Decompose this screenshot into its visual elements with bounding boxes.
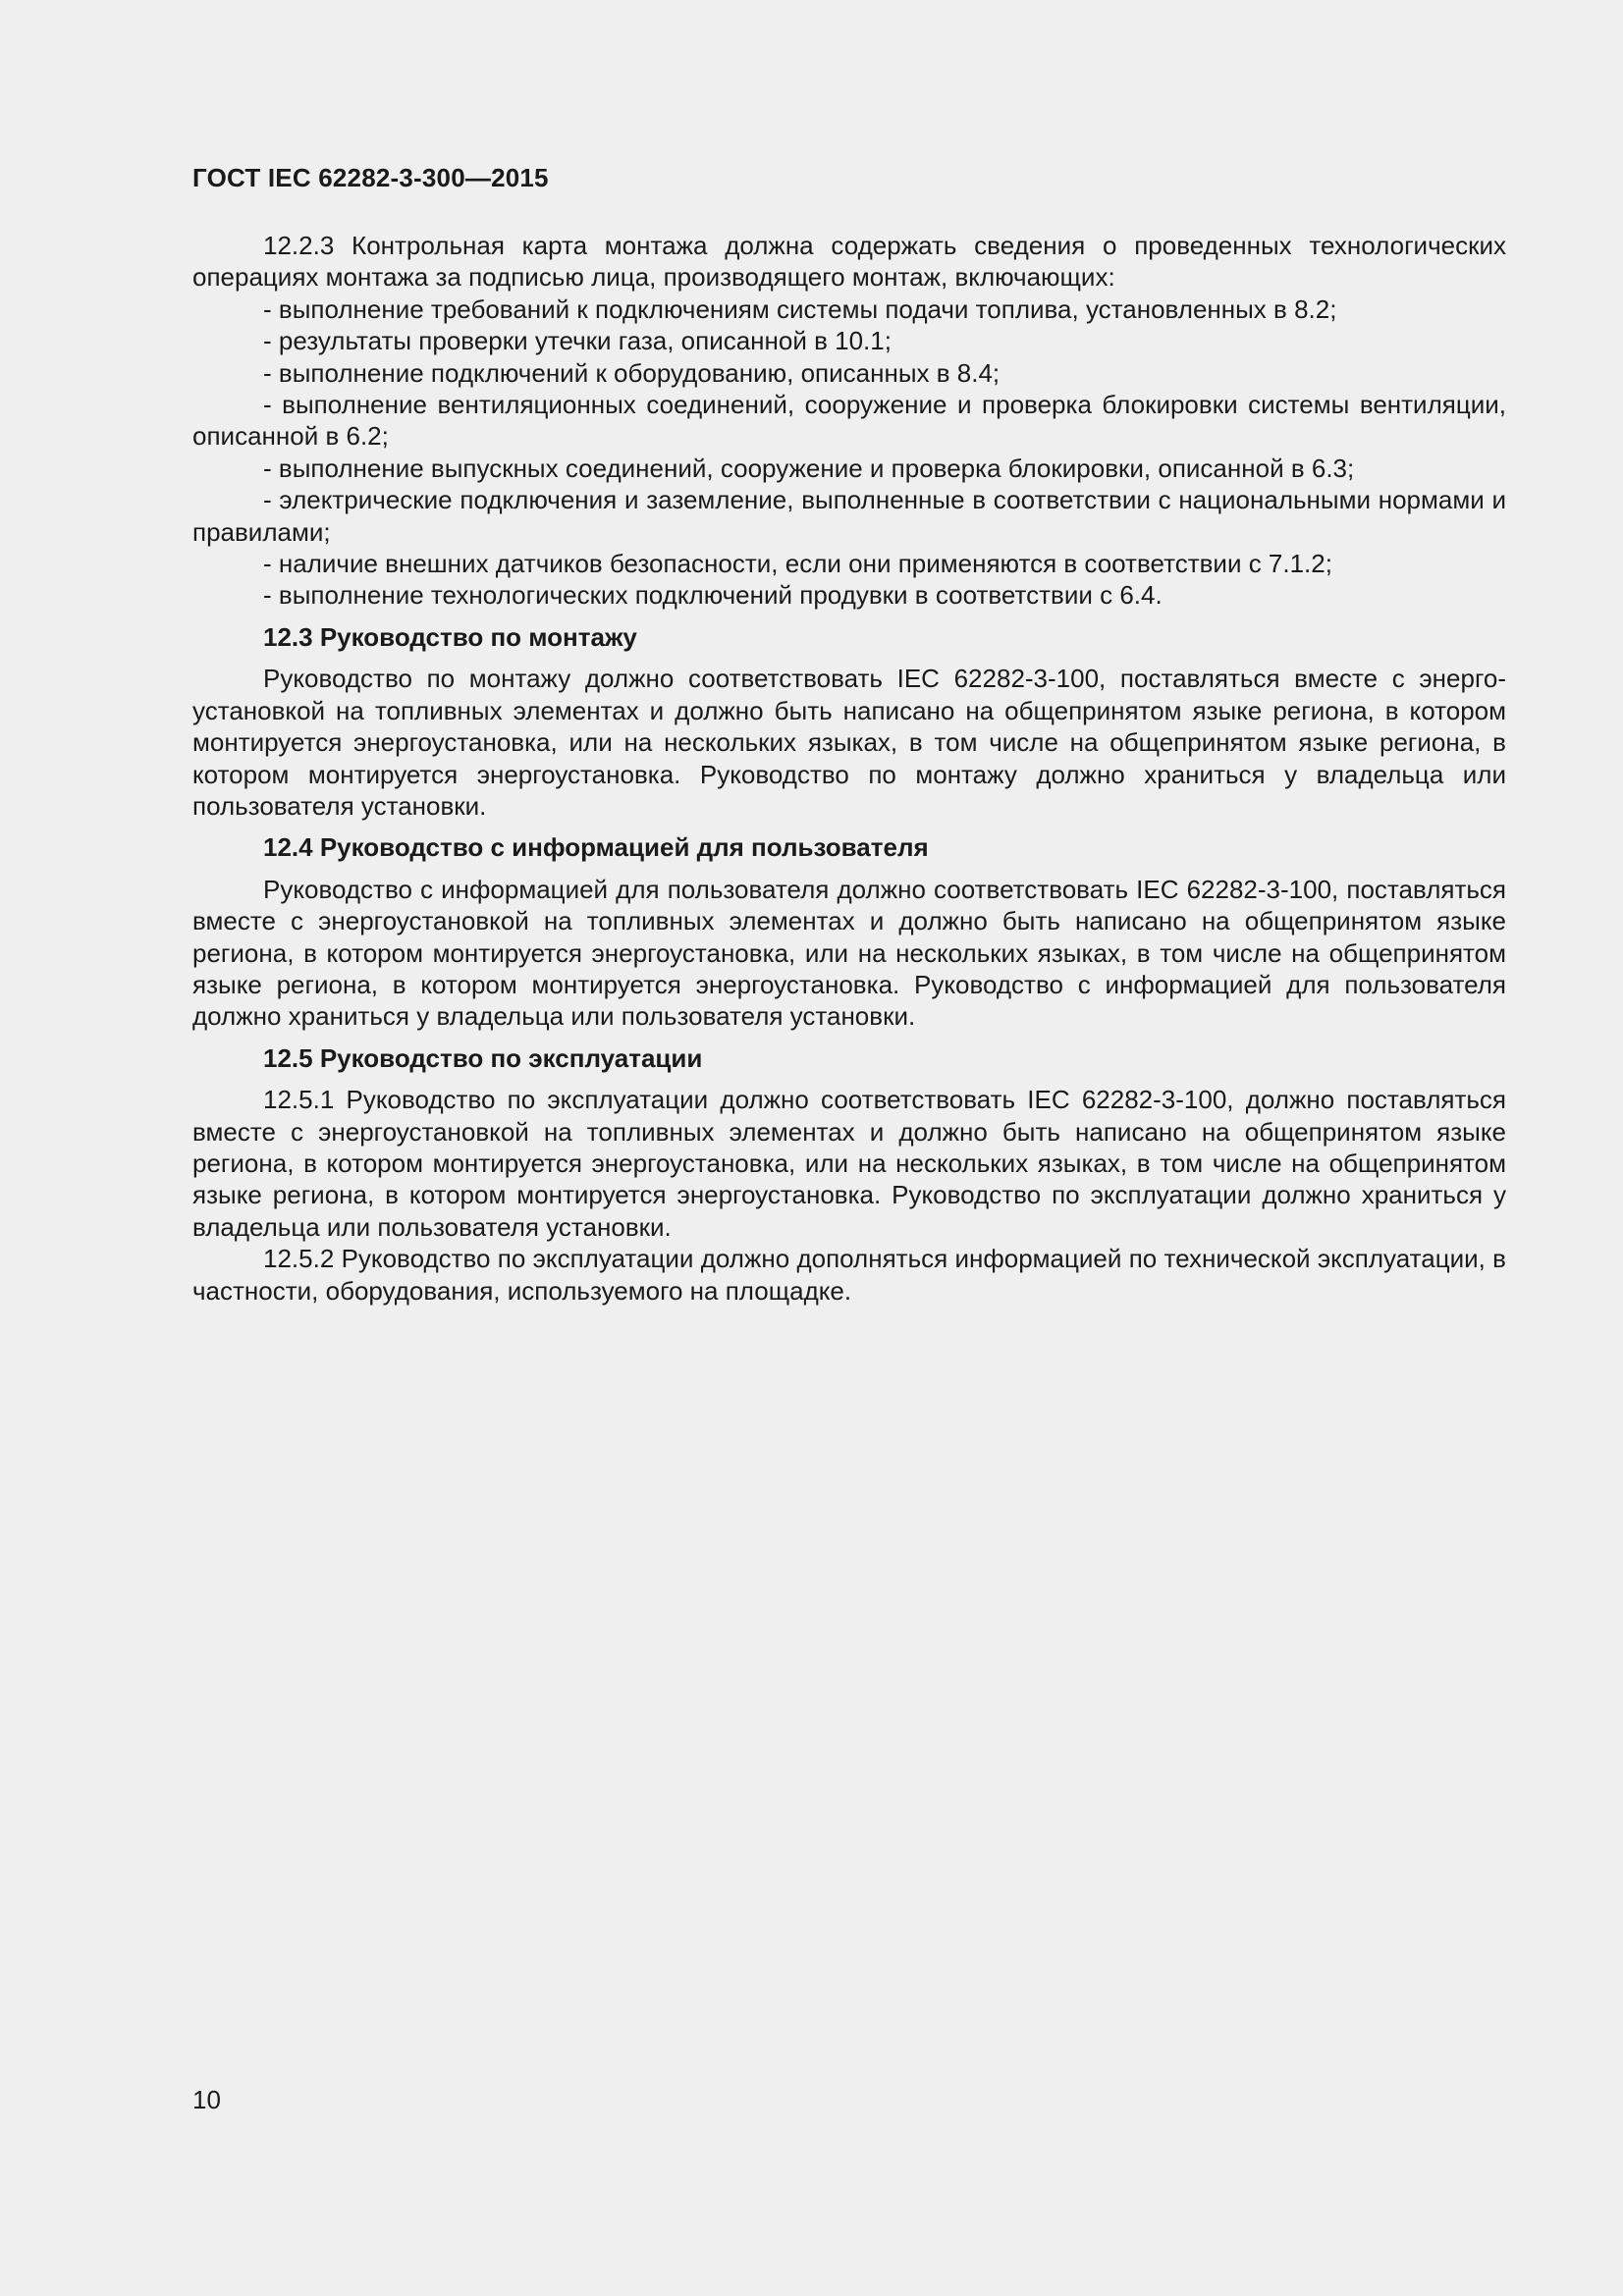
document-body — [192, 230, 1506, 1307]
section-heading-12-5: 12.5 Руководство по эксплуатации — [263, 1042, 703, 1073]
list-item: - выполнение выпускных соединений, сооружение и проверка блокировки, описанной в 6.3; — [263, 453, 1355, 483]
paragraph-12-5-1: 12.5.1 Руководство по эксплуатации должно соответствовать IEC 62282-3-100, должно поставляться вместе с энергоустановкой на топливных элементах и должно быть написано на общепринятом языке региона, в котором монтируется энергоустановка, или на нескольких языках, в том числе на общепринятом языке региона, в котором монтируется энергоустановка. Руководство по эксплуатации должно храниться у владельца или пользователя установки. — [192, 1085, 1506, 1242]
paragraph-12-5-2: 12.5.2 Руководство по эксплуатации должно дополняться информацией по технической эксплуатации, в частности, оборудования, используемого на площадке. — [192, 1244, 1506, 1306]
paragraph-12-4: Руководство с информацией для пользователя должно соответствовать IEC 62282-3-100, поставляться вместе с энергоустановкой на топливных элементах и должно быть написано на общепринятом языке региона, в котором монтируется энергоустановка, или на нескольких языках, в том числе на общепринятом языке региона, в котором монтируется энергоустановка. Руководство с информацией для пользователя должно храниться у владельца или пользователя установки. — [192, 874, 1506, 1032]
page-number: 10 — [192, 2085, 221, 2114]
document-header: ГОСТ IEC 62282-3-300—2015 — [192, 163, 549, 192]
list-item: - электрические подключения и заземление, выполненные в соответствии с национальными нормами и правилами; — [192, 485, 1506, 547]
paragraph-12-2-3: 12.2.3 Контрольная карта монтажа должна содержать сведения о проведенных технологических операциях монтажа за подписью лица, производящего монтаж, включающих: — [192, 231, 1506, 293]
list-item: - выполнение подключений к оборудованию, описанных в 8.4; — [263, 357, 1001, 388]
list-item: - выполнение требований к подключениям системы подачи топлива, установленных в 8.2; — [263, 294, 1337, 324]
list-item: - результаты проверки утечки газа, описанной в 10.1; — [263, 326, 892, 356]
section-heading-12-3: 12.3 Руководство по монтажу — [263, 621, 637, 652]
list-item: - выполнение вентиляционных соединений, сооружение и проверка блокировки системы вентиляции, описанной в 6.2; — [192, 390, 1506, 452]
section-heading-12-4: 12.4 Руководство с информацией для пользователя — [263, 832, 929, 863]
list-item: - наличие внешних датчиков безопасности, если они применяются в соответствии с 7.1.2; — [263, 549, 1332, 579]
paragraph-12-3: Руководство по монтажу должно соответствовать IEC 62282-3-100, поставляться вместе с энергоустановкой на топливных элементах и должно быть написано на общепринятом языке региона, в котором монтируется энергоустановка, или на нескольких языках, в том числе на общепринятом языке региона, в котором монтируется энергоустановка. Руководство по монтажу должно храниться у владельца или пользователя установки. — [192, 664, 1506, 821]
list-item: - выполнение технологических подключений продувки в соответствии с 6.4. — [263, 580, 1163, 611]
